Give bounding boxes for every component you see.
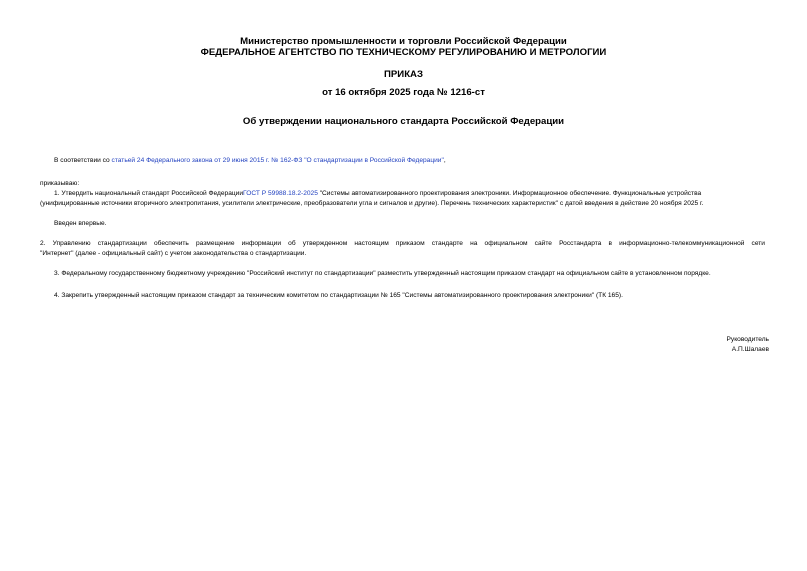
intro-note: Введен впервые. [54,220,107,227]
item3-paragraph: 3. Федеральному государственному бюджетному учреждению "Российский институт по стандартизации" разместить утвержденный настоящим приказом стандарт на официальном сайте в установленном порядке. [54,270,711,277]
item1-line2: (унифицированные источники вторичного электропитания, усилители электрические, преобразователи угла и сигналов и другие). Перечень технических характеристик" с датой введения в действие 20 ноября 2025 г. [40,200,704,207]
item2-line1 [40,238,765,249]
signature-title: Руководитель [726,336,769,343]
item1-line1-rest: "Системы автоматизированного проектирования электроники. Информационное обеспечение. Функциональные устройства [317,190,702,197]
item1-prefix: 1. Утвердить национальный стандарт Российской Федерации [54,190,244,197]
agency-heading: ФЕДЕРАЛЬНОЕ АГЕНТСТВО ПО ТЕХНИЧЕСКОМУ РЕГУЛИРОВАНИЮ И МЕТРОЛОГИИ [200,47,607,58]
preamble-paragraph [54,156,446,167]
law-link[interactable]: статьей 24 Федерального закона от 29 июня 2015 г. № 162-ФЗ "О стандартизации в Российской Федерации" [111,157,444,164]
gost-link[interactable]: ГОСТ Р 59988.18.2-2025 [243,190,318,197]
item4-paragraph: 4. Закрепить утвержденный настоящим приказом стандарт за техническим комитетом по стандартизации № 165 "Системы автоматизированного проектирования электроники" (ТК 165). [54,292,623,299]
signature-name: А.П.Шалаев [731,346,769,353]
date-number-heading: от 16 октября 2025 года № 1216-ст [322,87,485,98]
preamble-suffix: , [443,157,446,164]
item2-line2: "Интернет" (далее - официальный сайт) с учетом законодательства о стандартизации. [40,250,307,257]
item1-line1 [54,189,701,200]
doc-type-heading: ПРИКАЗ [384,69,423,80]
order-word: приказываю: [40,180,80,187]
ministry-heading: Министерство промышленности и торговли Российской Федерации [240,36,567,47]
preamble-prefix: В соответствии со [54,157,112,164]
subject-heading: Об утверждении национального стандарта Российской Федерации [242,116,565,127]
item2-line1-text: 2. Управлению стандартизации обеспечить размещение информации об утвержденном настоящим приказом стандарте на официальном сайте Росстандарта в информационно-телекоммуникационной сети [40,240,765,247]
